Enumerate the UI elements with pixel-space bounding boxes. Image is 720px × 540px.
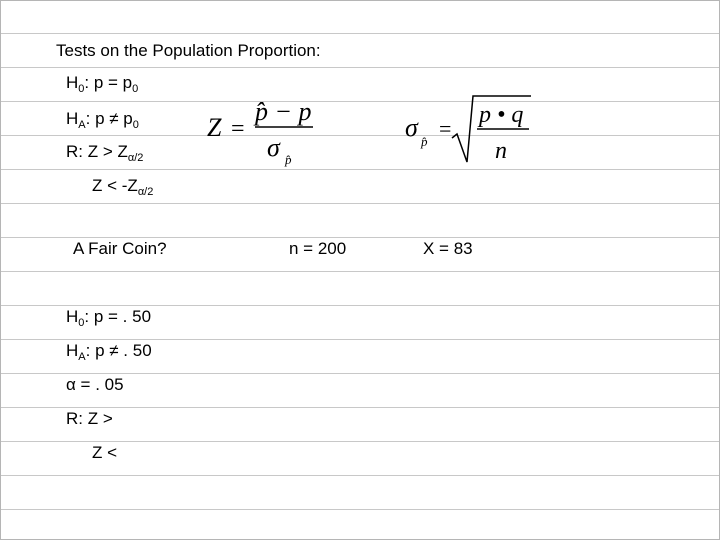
example-question: A Fair Coin? (73, 239, 167, 258)
sigma-formula-numerator: p • q (479, 102, 524, 128)
significance-level: α = . 05 (66, 375, 124, 394)
example-alternative-hypothesis: $H_A$: p ≠ . 50 (66, 341, 152, 363)
example-null-hypothesis: $H_0$: p = . 50 (66, 307, 152, 329)
sigma-formula-lhs-sub: p̂ (421, 134, 428, 149)
z-formula (205, 94, 325, 170)
rejection-region-lower: $Z < -Z_{\alpha/2}$ (92, 176, 154, 198)
z-formula-denominator: σ (267, 133, 280, 162)
null-hypothesis: $H_0$: $p = p_0$ (66, 73, 139, 95)
sigma-formula-lhs: σ (405, 113, 418, 142)
alternative-hypothesis: $H_A$: $p \ne p_0$ (66, 109, 139, 131)
page-title: Tests on the Population Proportion: (56, 41, 321, 60)
z-formula-eq: = (231, 116, 245, 142)
z-formula-denominator-sub: p̂ (285, 152, 292, 167)
success-count: X = 83 (423, 239, 473, 258)
z-formula-numerator: p̂ − p (255, 97, 312, 126)
rejection-region-upper: R: $Z > Z_{\alpha/2}$ (66, 142, 144, 164)
sigma-formula-denominator: n (495, 138, 507, 164)
sample-size: n = 200 (289, 239, 347, 258)
sigma-formula (405, 92, 535, 168)
example-rejection-lower: Z < (92, 443, 118, 462)
sigma-formula-eq: = (439, 116, 452, 141)
example-rejection-upper: R: Z > (66, 409, 113, 428)
z-formula-lhs: Z (207, 113, 222, 142)
